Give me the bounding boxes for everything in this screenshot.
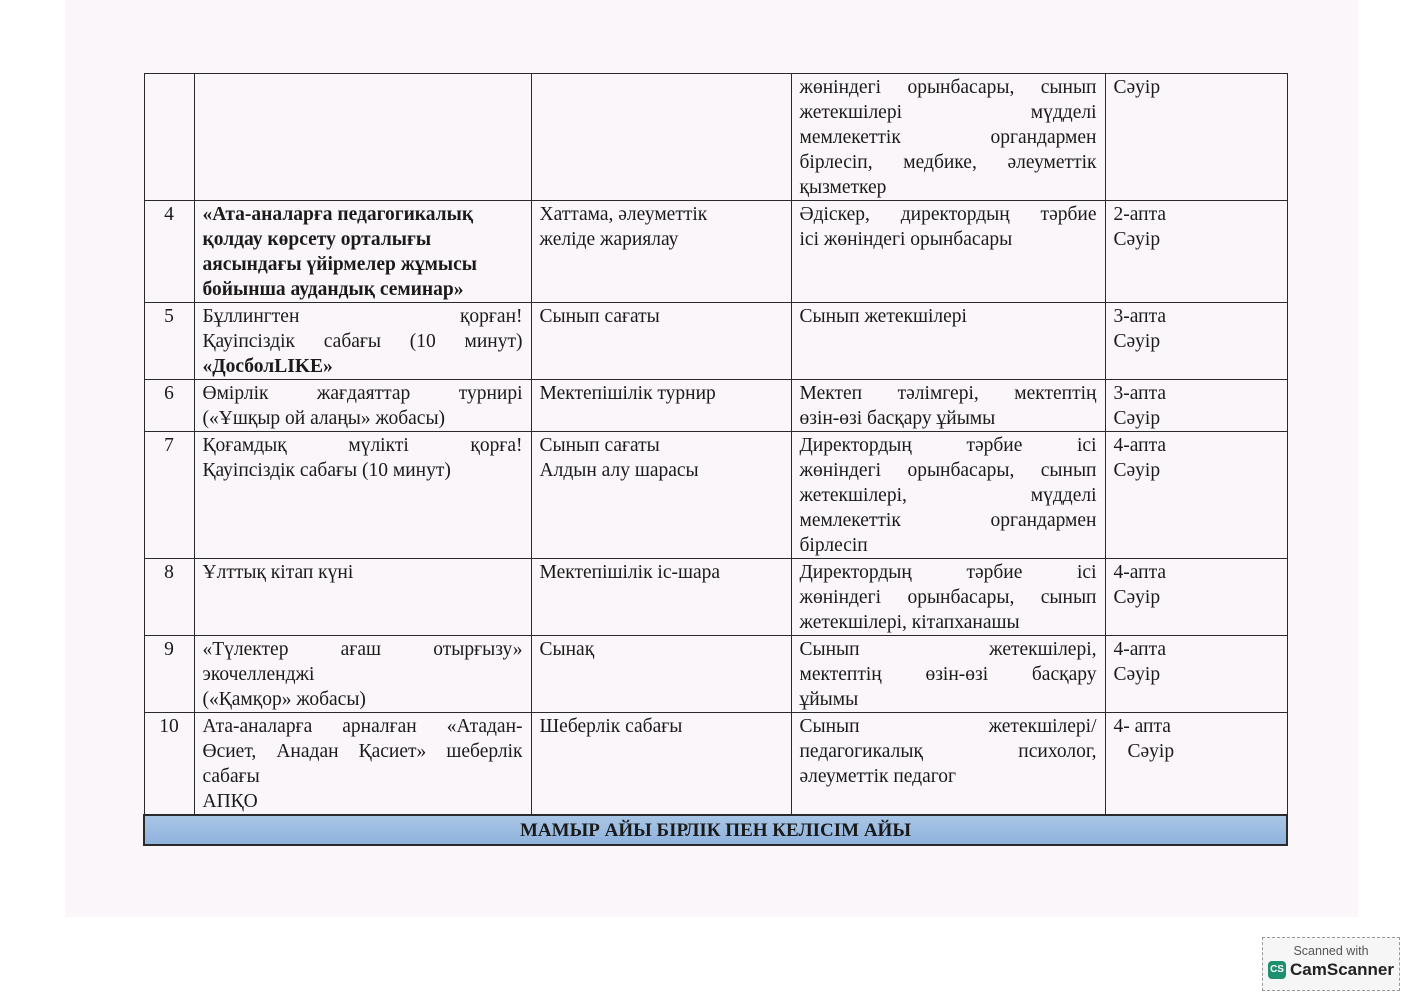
cell-line: Қауіпсіздік сабағы (10 минут): [202, 331, 523, 352]
event-name: [194, 74, 531, 201]
event-deadline: [1105, 432, 1287, 559]
row-number: 4: [144, 201, 194, 303]
table-row: [144, 636, 1287, 713]
event-deadline: [1105, 559, 1287, 636]
cell-line: Шеберлік сабағы: [539, 716, 683, 737]
cell-line: Қоғамдық мүлікті қорға!: [202, 435, 523, 456]
cell-line: ұйымы: [799, 689, 859, 710]
cell-line: «Ата-аналарға педагогикалық: [202, 204, 474, 225]
event-form: [531, 432, 791, 559]
responsible-persons: [791, 201, 1105, 303]
row-number: 6: [144, 380, 194, 432]
row-number: 5: [144, 303, 194, 380]
responsible-persons: [791, 713, 1105, 816]
section-heading-row: [144, 815, 1287, 845]
cell-line: қолдау көрсету орталығы: [202, 229, 432, 250]
event-deadline: [1105, 303, 1287, 380]
cell-line: Әдіскер, директордың тәрбие: [799, 204, 1097, 225]
cell-line: Сәуір: [1113, 331, 1161, 352]
table-row: [144, 380, 1287, 432]
cell-line: Сәуір: [1127, 741, 1175, 762]
cell-line: Мектепішілік іс-шара: [539, 562, 721, 583]
row-number: 10: [144, 713, 194, 816]
cell-line: жетекшілері, мүдделі: [799, 485, 1097, 506]
cell-line: 3-апта: [1113, 383, 1166, 404]
event-name: [194, 380, 531, 432]
cell-line: мемлекеттік органдармен: [799, 127, 1097, 148]
cell-line: Сәуір: [1113, 77, 1161, 98]
cell-line: Сынақ: [539, 639, 595, 660]
row-number: 7: [144, 432, 194, 559]
responsible-persons: [791, 432, 1105, 559]
event-deadline: [1105, 713, 1287, 816]
cell-line: Мектеп тәлімгері, мектептің: [799, 383, 1097, 404]
event-deadline: [1105, 201, 1287, 303]
responsible-persons: [791, 380, 1105, 432]
cell-line: Директордың тәрбие ісі: [799, 435, 1097, 456]
cell-line: жөніндегі орынбасары, сынып: [799, 587, 1097, 608]
cell-line: Ата-аналарға арналған «Атадан-: [202, 716, 523, 737]
cell-line: бойынша аудандық семинар»: [202, 279, 464, 300]
cell-line: жетекшілері, кітапханашы: [799, 612, 1020, 633]
cell-line: Сәуір: [1113, 460, 1161, 481]
cell-line: қызметкер: [799, 177, 887, 198]
cell-line: 3-апта: [1113, 306, 1166, 327]
responsible-persons: [791, 636, 1105, 713]
event-form: [531, 74, 791, 201]
event-name: [194, 713, 531, 816]
row-number: 8: [144, 559, 194, 636]
cell-line: Сынып жетекшілері,: [799, 639, 1097, 660]
cell-line: бірлесіп, медбике, әлеуметтік: [799, 152, 1097, 173]
cell-line: 4-апта: [1113, 562, 1166, 583]
cell-line: Өсиет, Анадан Қасиет» шеберлік: [202, 741, 523, 762]
row-number: [144, 74, 194, 201]
cell-line: Бұллингтен қорған!: [202, 306, 523, 327]
cell-line: желіде жариялау: [539, 229, 679, 250]
event-form: [531, 303, 791, 380]
event-form: [531, 380, 791, 432]
cell-line: Сынып сағаты: [539, 306, 660, 327]
event-form: [531, 559, 791, 636]
row-number: 9: [144, 636, 194, 713]
event-title-bold: «ДосболLIKE»: [202, 356, 333, 377]
cell-line: өзін-өзі басқару ұйымы: [799, 408, 996, 429]
table-row: [144, 201, 1287, 303]
cell-line: бірлесіп: [799, 535, 868, 556]
event-form: [531, 201, 791, 303]
cell-line: 2-апта: [1113, 204, 1166, 225]
section-heading: МАМЫР АЙЫ БІРЛІК ПЕН КЕЛІСІМ АЙЫ: [144, 815, 1287, 845]
cell-line: Сынып жетекшілері/: [799, 716, 1097, 737]
event-deadline: [1105, 636, 1287, 713]
event-deadline: [1105, 380, 1287, 432]
table-row: [144, 74, 1287, 201]
cell-line: Сәуір: [1113, 408, 1161, 429]
table-row: [144, 713, 1287, 816]
cell-line: Сынып жетекшілері: [799, 306, 967, 327]
cell-line: 4-апта: [1113, 639, 1166, 660]
cell-line: 4- апта: [1113, 716, 1171, 737]
event-name: [194, 559, 531, 636]
cell-line: педагогикалық психолог,: [799, 741, 1097, 762]
cell-line: Сынып сағаты: [539, 435, 660, 456]
cell-line: мектептің өзін-өзі басқару: [799, 664, 1097, 685]
cell-line: Мектепішілік турнир: [539, 383, 716, 404]
watermark-caption: Scanned with: [1293, 944, 1369, 958]
watermark-brand: CamScanner: [1290, 960, 1394, 979]
cell-line: Алдын алу шарасы: [539, 460, 699, 481]
event-form: [531, 713, 791, 816]
responsible-persons: [791, 559, 1105, 636]
cell-line: Директордың тәрбие ісі: [799, 562, 1097, 583]
event-form: [531, 636, 791, 713]
cell-line: Ұлттық кітап күні: [202, 562, 354, 583]
cell-line: жетекшілері мүдделі: [799, 102, 1097, 123]
cell-line: Сәуір: [1113, 664, 1161, 685]
cell-line: («Қамқор» жобасы): [202, 689, 366, 710]
table-row: [144, 432, 1287, 559]
cell-line: экочелленджі: [202, 664, 315, 685]
cell-line: Қауіпсіздік сабағы (10 минут): [202, 460, 451, 481]
cell-line: АПҚО: [202, 791, 258, 812]
cell-line: Сәуір: [1113, 229, 1161, 250]
responsible-persons: [791, 74, 1105, 201]
cell-line: жөніндегі орынбасары, сынып: [799, 460, 1097, 481]
cell-line: Өмірлік жағдаяттар турнирі: [202, 383, 523, 404]
cell-line: Хаттама, әлеуметтік: [539, 204, 708, 225]
event-plan-table: [143, 73, 1288, 846]
event-name: [194, 303, 531, 380]
cell-line: сабағы: [202, 766, 260, 787]
event-deadline: [1105, 74, 1287, 201]
event-name: [194, 636, 531, 713]
cell-line: Сәуір: [1113, 587, 1161, 608]
cell-line: әлеуметтік педагог: [799, 766, 957, 787]
responsible-persons: [791, 303, 1105, 380]
cell-line: ісі жөніндегі орынбасары: [799, 229, 1013, 250]
cell-line: «Түлектер ағаш отырғызу»: [202, 639, 523, 660]
camscanner-logo-icon: CS: [1268, 961, 1286, 979]
table-row: [144, 303, 1287, 380]
event-name: [194, 432, 531, 559]
camscanner-watermark: [1262, 937, 1400, 991]
event-name: [194, 201, 531, 303]
cell-line: аясындағы үйірмелер жұмысы: [202, 254, 477, 275]
table-row: [144, 559, 1287, 636]
cell-line: 4-апта: [1113, 435, 1166, 456]
cell-line: («Ұшқыр ой алаңы» жобасы): [202, 408, 446, 429]
cell-line: жөніндегі орынбасары, сынып: [799, 77, 1097, 98]
cell-line: мемлекеттік органдармен: [799, 510, 1097, 531]
